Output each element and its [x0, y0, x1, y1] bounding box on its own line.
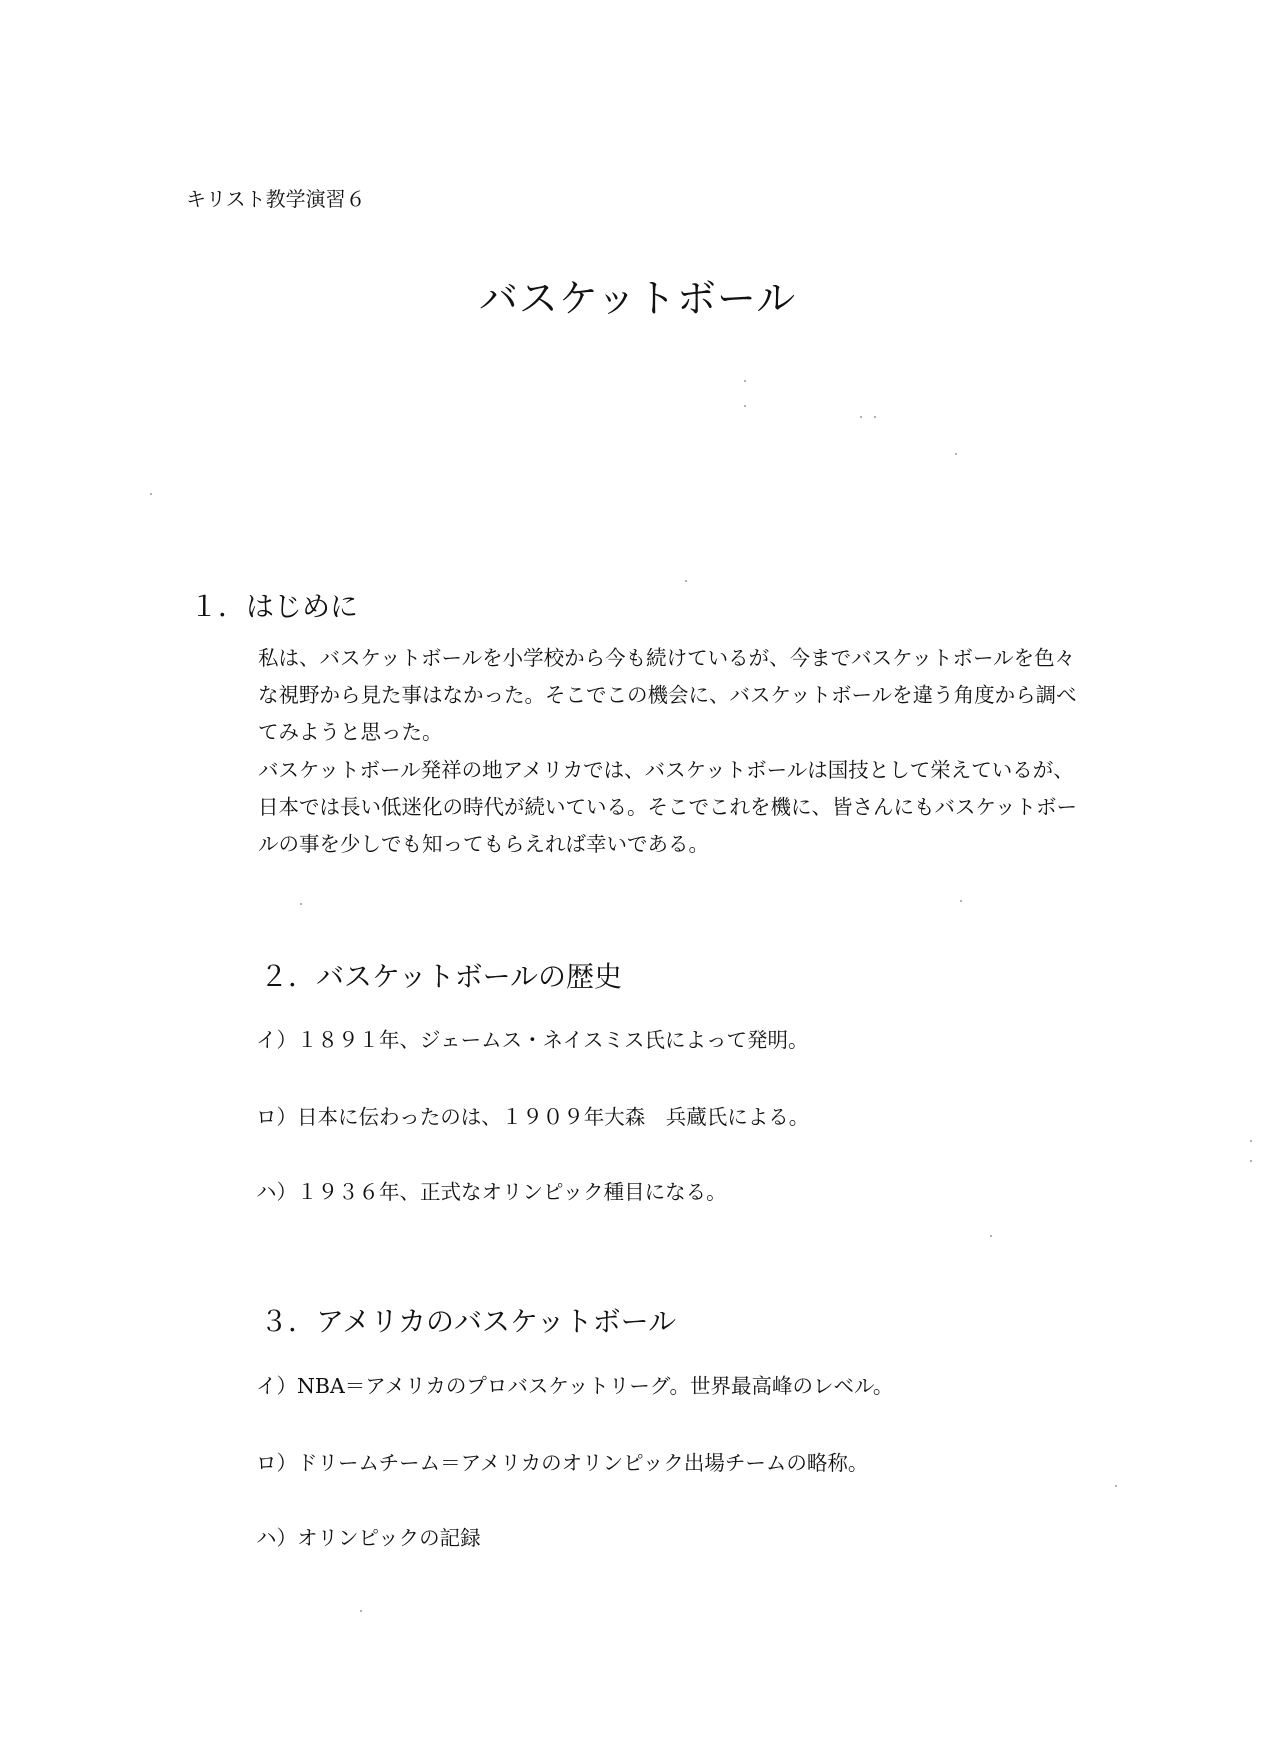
america-item-1: イ）NBA＝アメリカのプロバスケットリーグ。世界最高峰のレベル。 — [256, 1374, 894, 1398]
history-item-3: ハ）１９３６年、正式なオリンピック種目になる。 — [256, 1180, 727, 1204]
scan-speck — [360, 1610, 362, 1612]
history-item-2: ロ）日本に伝わったのは、１９０９年大森 兵蔵氏による。 — [256, 1105, 810, 1129]
section-heading-america: ３．アメリカのバスケットボール — [260, 1305, 677, 1338]
scan-speck — [744, 405, 746, 407]
scan-speck — [300, 903, 302, 905]
scan-speck — [860, 416, 862, 418]
introduction-paragraph-2: バスケットボール発祥の地アメリカでは、バスケットボールは国技として栄えているが、日本では長い低迷化の時代が続いている。そこでこれを機に、皆さんにもバスケットボールの事を少しでも知ってもらえれば幸いである。 — [258, 758, 1077, 856]
america-item-2: ロ）ドリームチーム＝アメリカのオリンピック出場チームの略称。 — [256, 1451, 869, 1475]
scan-speck — [990, 1235, 992, 1237]
scan-speck — [874, 416, 876, 418]
scan-speck — [1250, 1140, 1252, 1142]
scan-speck — [1250, 1160, 1252, 1162]
introduction-paragraph-1: 私は、バスケットボールを小学校から今も続けているが、今までバスケットボールを色々な視野から見た事はなかった。そこでこの機会に、バスケットボールを違う角度から調べてみようと思った。 — [258, 646, 1077, 744]
scan-speck — [1115, 1485, 1117, 1487]
scan-speck — [150, 493, 152, 495]
america-item-3: ハ）オリンピックの記録 — [256, 1526, 481, 1550]
scan-speck — [744, 380, 746, 382]
course-label: キリスト教学演習６ — [186, 187, 366, 211]
scan-speck — [685, 580, 687, 582]
history-item-1: イ）１８９１年、ジェームス・ネイスミス氏によって発明。 — [256, 1028, 809, 1052]
section-heading-history: ２．バスケットボールの歴史 — [260, 960, 623, 993]
section-heading-introduction: １．はじめに — [190, 590, 359, 623]
document-title: バスケットボール — [478, 277, 797, 322]
scan-speck — [955, 453, 957, 455]
scan-speck — [960, 900, 962, 902]
